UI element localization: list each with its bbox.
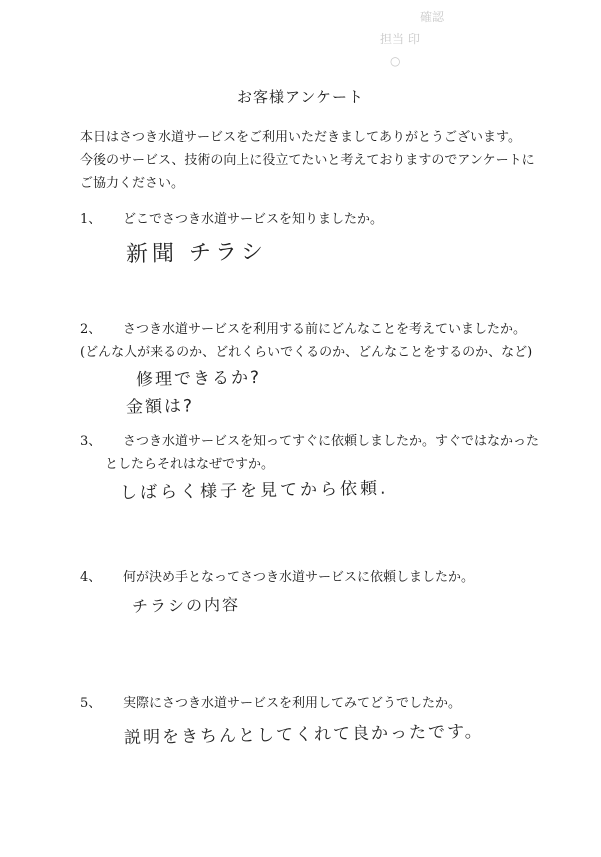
handwritten-answer-1: 新聞 チラシ bbox=[125, 239, 268, 268]
question-text: さつき水道サービスを利用する前にどんなことを考えていましたか。 bbox=[123, 322, 527, 337]
question-text-continued: としたらそれはなぜですか。 bbox=[105, 457, 275, 472]
stamp-line: ○ bbox=[390, 54, 401, 68]
intro-line: 本日はさつき水道サービスをご利用いただきましてありがとうございます。 bbox=[80, 130, 521, 145]
question-number: 1、 bbox=[80, 212, 102, 227]
handwritten-answer-4: チラシの内容 bbox=[131, 595, 241, 616]
intro-line: 今後のサービス、技術の向上に役立てたいと考えておりますのでアンケートに bbox=[80, 153, 535, 168]
stamp-line: 確認 bbox=[420, 10, 445, 24]
question-subtext: (どんな人が来るのか、どれくらいでくるのか、どんなことをするのか、など) bbox=[80, 345, 533, 360]
question-text: 何が決め手となってさつき水道サービスに依頼しましたか。 bbox=[123, 570, 475, 585]
faint-stamp-area bbox=[380, 6, 444, 72]
question-number: 4、 bbox=[80, 570, 102, 585]
intro-line: ご協力ください。 bbox=[80, 176, 185, 191]
handwritten-answer-2a: 修理できるか? bbox=[135, 367, 262, 391]
intro-paragraph bbox=[80, 126, 560, 195]
handwritten-answer-2b: 金額は? bbox=[125, 396, 195, 418]
question-number: 5、 bbox=[80, 696, 102, 711]
stamp-line: 担当 印 bbox=[380, 32, 420, 46]
question-text: さつき水道サービスを知ってすぐに依頼しましたか。すぐではなかった bbox=[123, 434, 540, 449]
question-text: 実際にさつき水道サービスを利用してみてどうでしたか。 bbox=[123, 696, 462, 711]
handwritten-answer-3: しばらく様子を見てから依頼. bbox=[119, 478, 389, 504]
question-number: 2、 bbox=[80, 322, 102, 337]
question-text: どこでさつき水道サービスを知りましたか。 bbox=[123, 212, 384, 227]
question-number: 3、 bbox=[80, 434, 102, 449]
page-title: お客様アンケート bbox=[236, 88, 365, 106]
handwritten-answer-5: 説明をきちんとしてくれて良かったです。 bbox=[123, 721, 484, 749]
